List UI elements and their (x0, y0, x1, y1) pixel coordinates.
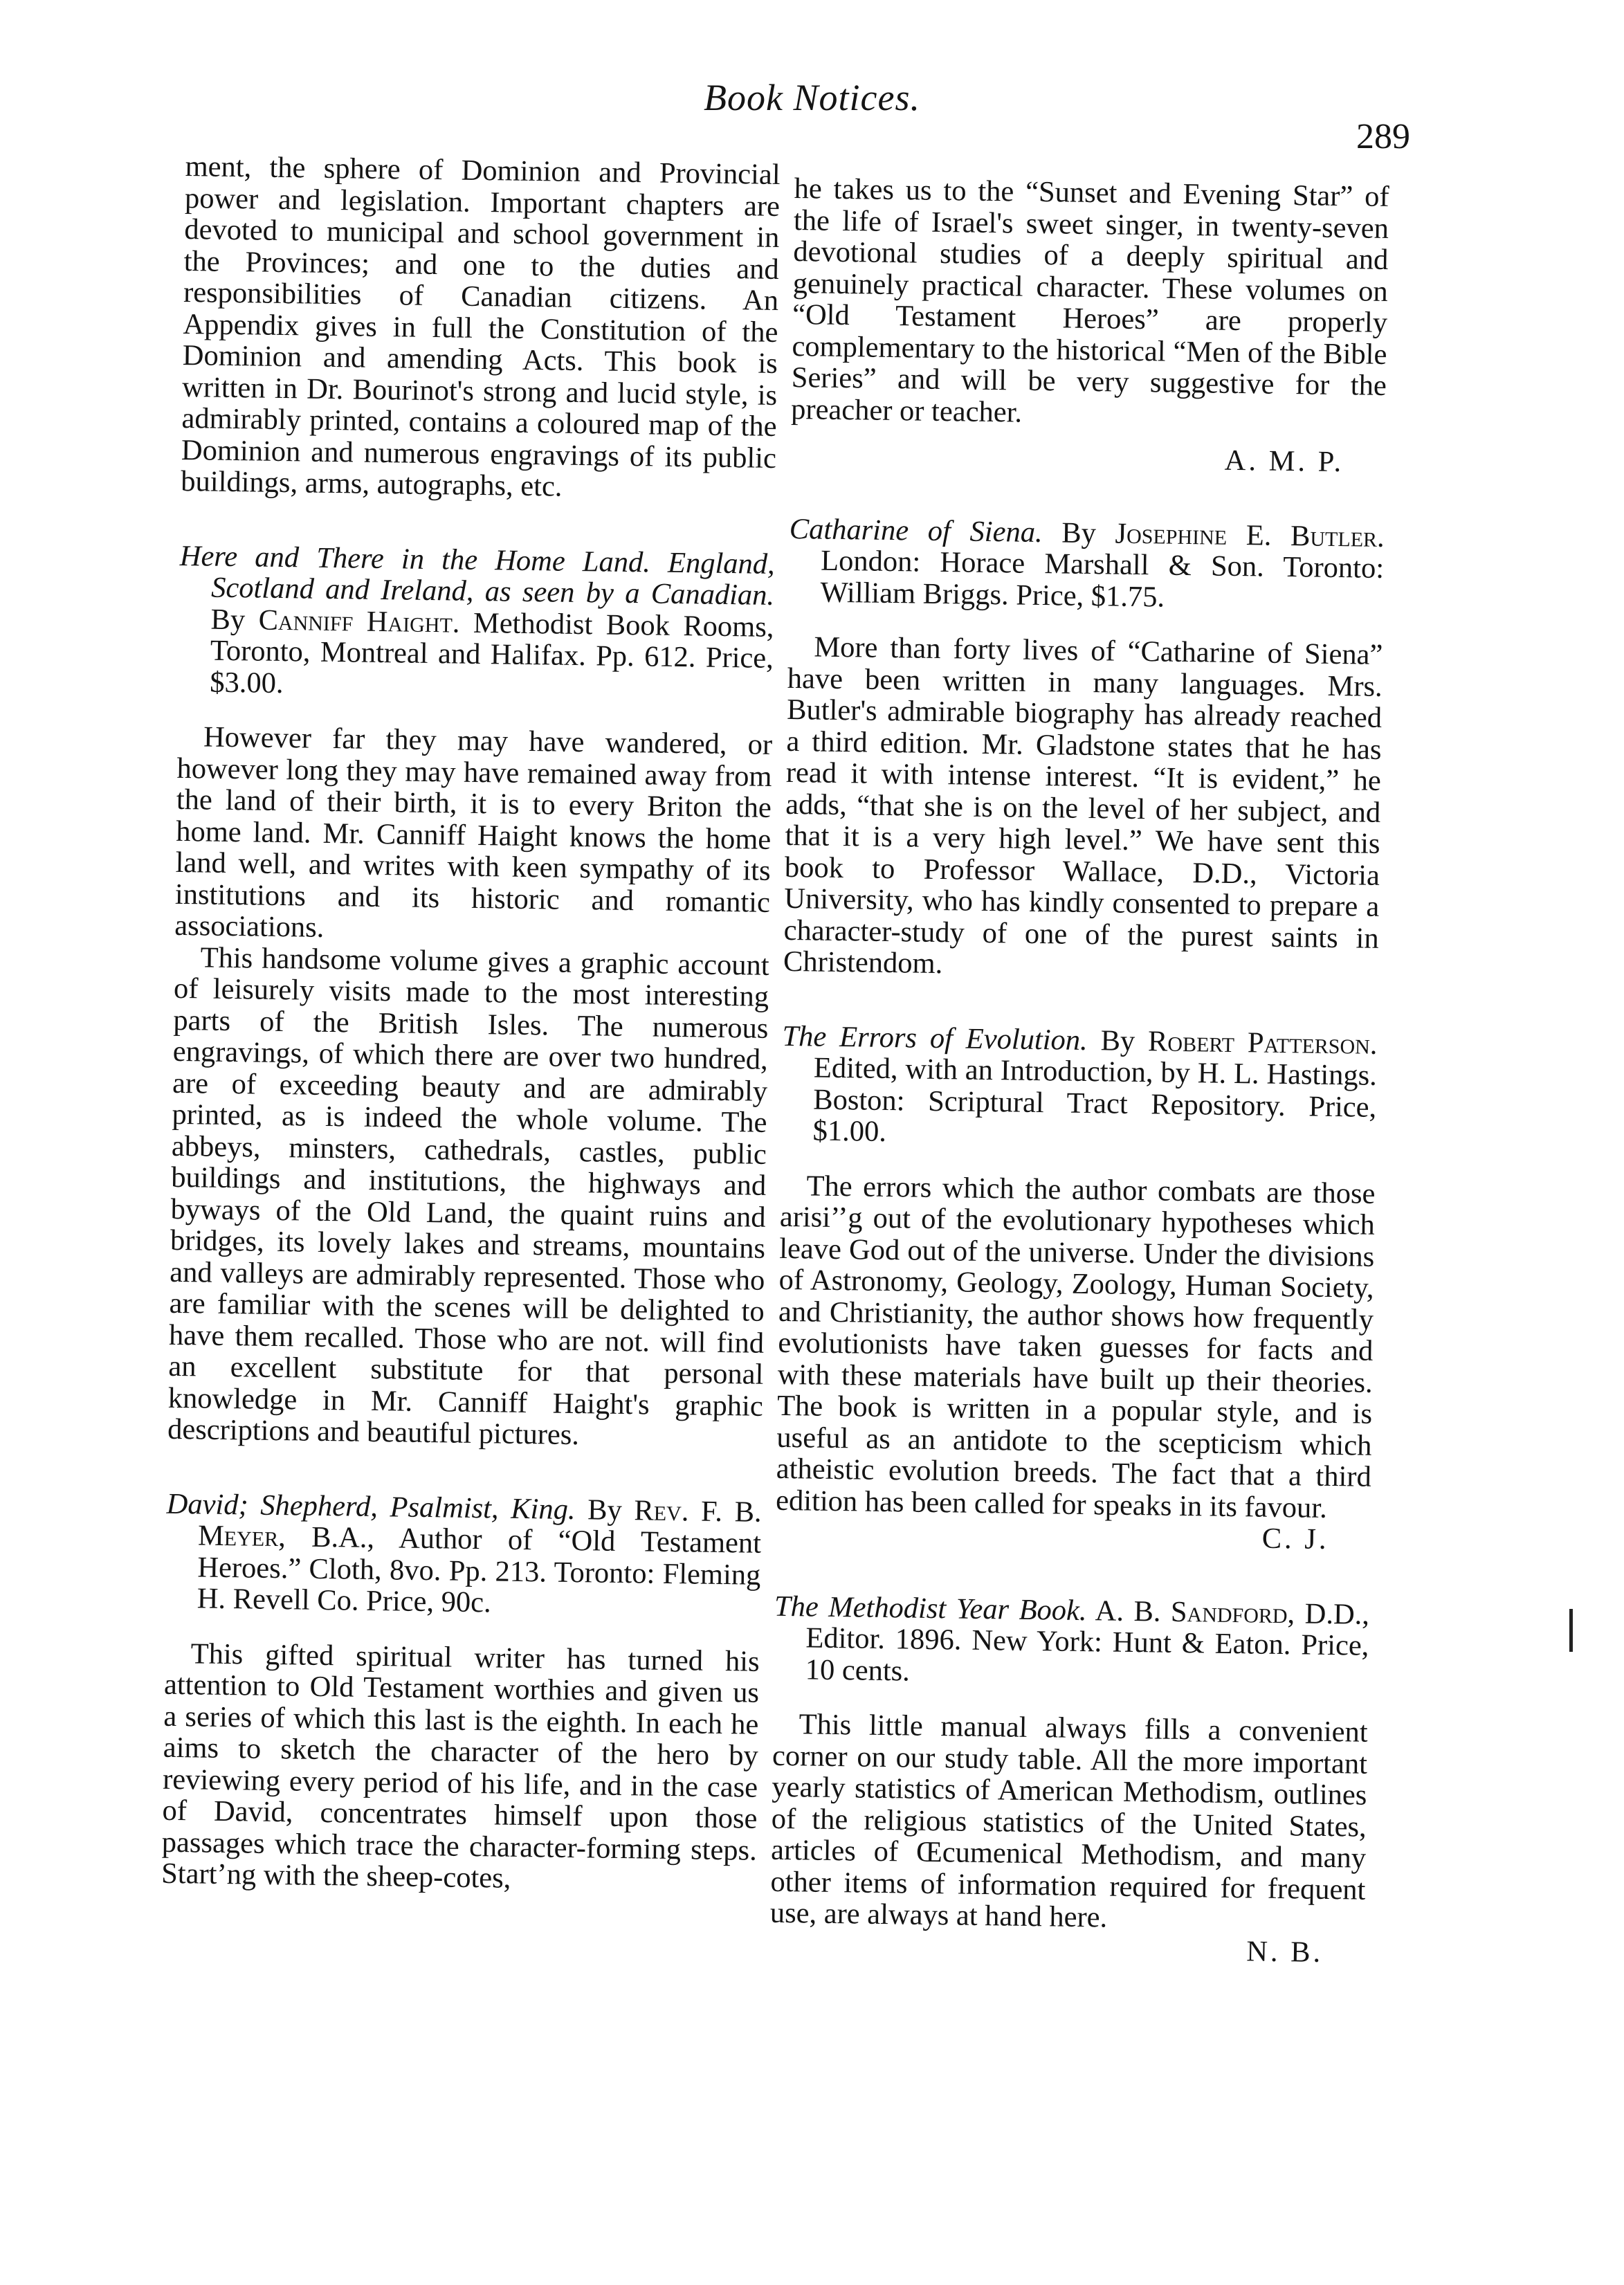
reviewer-signature: N. B. (1246, 1934, 1324, 1969)
book-details: Editor. 1896. New York: Hunt & Eaton. Price, 10 cents. (805, 1621, 1369, 1688)
by-word: By (1042, 516, 1115, 550)
review-paragraph: However far they may have wandered, or however long they may have remained away from the land of their birth, it is to every Briton the home land. Mr. Canniff Haight knows the home land well, and writes with keen sympathy of its institutions and its historic and romantic associations. (174, 720, 773, 944)
review-paragraph: More than forty lives of “Catharine of Siena” have been written in many languages. Mrs. Butler's admirable biography has already reached a third edition. Mr. Gladstone states that he has read it with intense interest. “It is evident,” he adds, “that she is on the level of her subject, and that it is a very high level.” We have sent this book to Professor Wallace, D.D., Victoria University, who has kindly consented to prepare a character-study of one of the purest saints in Christendom. (783, 630, 1383, 981)
reviewer-signature: C. J. (1261, 1522, 1329, 1556)
running-title: Book Notices. (704, 77, 920, 118)
book-author: Rev. F. B. Meyer, B.A., (197, 1493, 762, 1555)
notice-body-errors (775, 1169, 1376, 1556)
book-title: Catharine of Siena. (789, 512, 1043, 549)
reviewer-signature: A. M. P. (1224, 444, 1344, 479)
page-number: 289 (1356, 117, 1410, 156)
notice-heading-year-book (773, 1590, 1369, 1693)
continuation-paragraph: he takes us to the “Sunset and Evening Star” of the life of Israel's sweet singer, in twenty-seven devotional studies of a deeply spiritual and genuinely practical character. These volumes on “Old Testament Heroes” are properly complementary to the historical “Men of the Bible Series” and will be very suggestive for the preacher or teacher. (790, 172, 1389, 429)
book-author: Josephine E. Butler. (1115, 517, 1385, 554)
notice-heading-david (165, 1488, 761, 1622)
margin-mark (1569, 1609, 1573, 1652)
review-paragraph: This handsome volume gives a graphic account of leisurely visits made to the most interesting parts of the British Isles. The numerous engravings, of which there are over two hundred, are of exceeding beauty and are admirably printed, as is indeed the whole volume. The abbeys, minsters, cathedrals, castles, public buildings and institutions, the highways and byways of the Old Land, the quaint ruins and bridges, its lovely lakes and streams, mountains and valleys are admirably represented. Those who are familiar with the scenes will be delighted to have them recalled. Those who are not. will find an excellent substitute for that personal knowledge in Mr. Canniff Haight's graphic descriptions and beautiful pictures. (167, 940, 769, 1452)
by-word: By (1087, 1023, 1149, 1057)
book-title: The Methodist Year Book. (774, 1590, 1087, 1627)
review-paragraph: The errors which the author combats are those arisi’’g out of the evolutionary hypotheses which leave God out of the universe. Under the divisions of Astronomy, Geology, Zoology, Human Society, and Christianity, the author shows how frequently evolutionists have taken guesses for facts and with these materials have built up their theories. The book is written in a popular style, and is useful as an antidote to the scepticism which atheistic evolution breeds. The fact that a third edition has been called for speaks in its favour. (775, 1169, 1376, 1524)
book-details: Author of “Old Testament Heroes.” Cloth, 8vo. Pp. 213. Toronto: Fleming H. Revell Co. Price, 90c. (197, 1522, 762, 1619)
notice-body-home-land (167, 721, 773, 1453)
book-author: Canniff Haight. (258, 603, 460, 639)
notice-heading-errors (781, 1020, 1377, 1154)
notice-body-year-book (769, 1709, 1368, 1969)
book-details: Methodist Book Rooms, Toronto, Montreal and Halifax. Pp. 612. Price, $3.00. (209, 606, 774, 700)
book-author: Robert Patterson. (1147, 1024, 1378, 1061)
book-title: The Errors of Evolution. (782, 1019, 1088, 1057)
right-column (769, 173, 1389, 1969)
left-column (161, 151, 781, 1897)
by-word: By (575, 1493, 635, 1527)
by-word: By (210, 603, 259, 637)
book-title: David; Shepherd, Psalmist, King. (166, 1487, 576, 1526)
book-details: Edited, with an Introduction, by H. L. Hastings. Boston: Scriptural Tract Repository. Price, $1.00. (812, 1051, 1378, 1148)
review-paragraph: This little manual always fills a convenient corner on our study table. All the more important yearly statistics of American Methodism, outlines of the religious statistics of the United States, articles of Œcumenical Methodism, and many other items of information required for frequent use, are always at hand here. (769, 1708, 1368, 1934)
book-author: A. B. Sandford, D.D., (1086, 1594, 1370, 1631)
book-title: Here and There in the Home Land. England, Scotland and Ireland, as seen by a Canadian. (179, 539, 776, 612)
review-paragraph: This gifted spiritual writer has turned his attention to Old Testament worthies and given us a series of which this last is the eighth. In each he aims to sketch the character of the hero by reviewing every period of his life, and in the case of David, concentrates himself upon those passages which trace the character-forming steps. Start’ng with the sheep-cotes, (161, 1637, 760, 1895)
notice-heading-catharine (788, 513, 1385, 615)
notice-body-catharine (783, 631, 1383, 985)
notice-body-david (161, 1637, 760, 1897)
notice-heading-home-land (178, 540, 775, 705)
continuation-paragraph: ment, the sphere of Dominion and Provincial power and legislation. Important chapters are devoted to municipal and school government in the Provinces; and one to the duties and responsibilities of Canadian citizens. An Appendix gives in full the Constitution of the Dominion and amending Acts. This book is written in Dr. Bourinot's strong and lucid style, is admirably printed, contains a coloured map of the Dominion and numerous engravings of its public buildings, arms, autographs, etc. (181, 150, 781, 503)
book-details: London: Horace Marshall & Son. Toronto: William Briggs. Price, $1.75. (820, 544, 1385, 614)
